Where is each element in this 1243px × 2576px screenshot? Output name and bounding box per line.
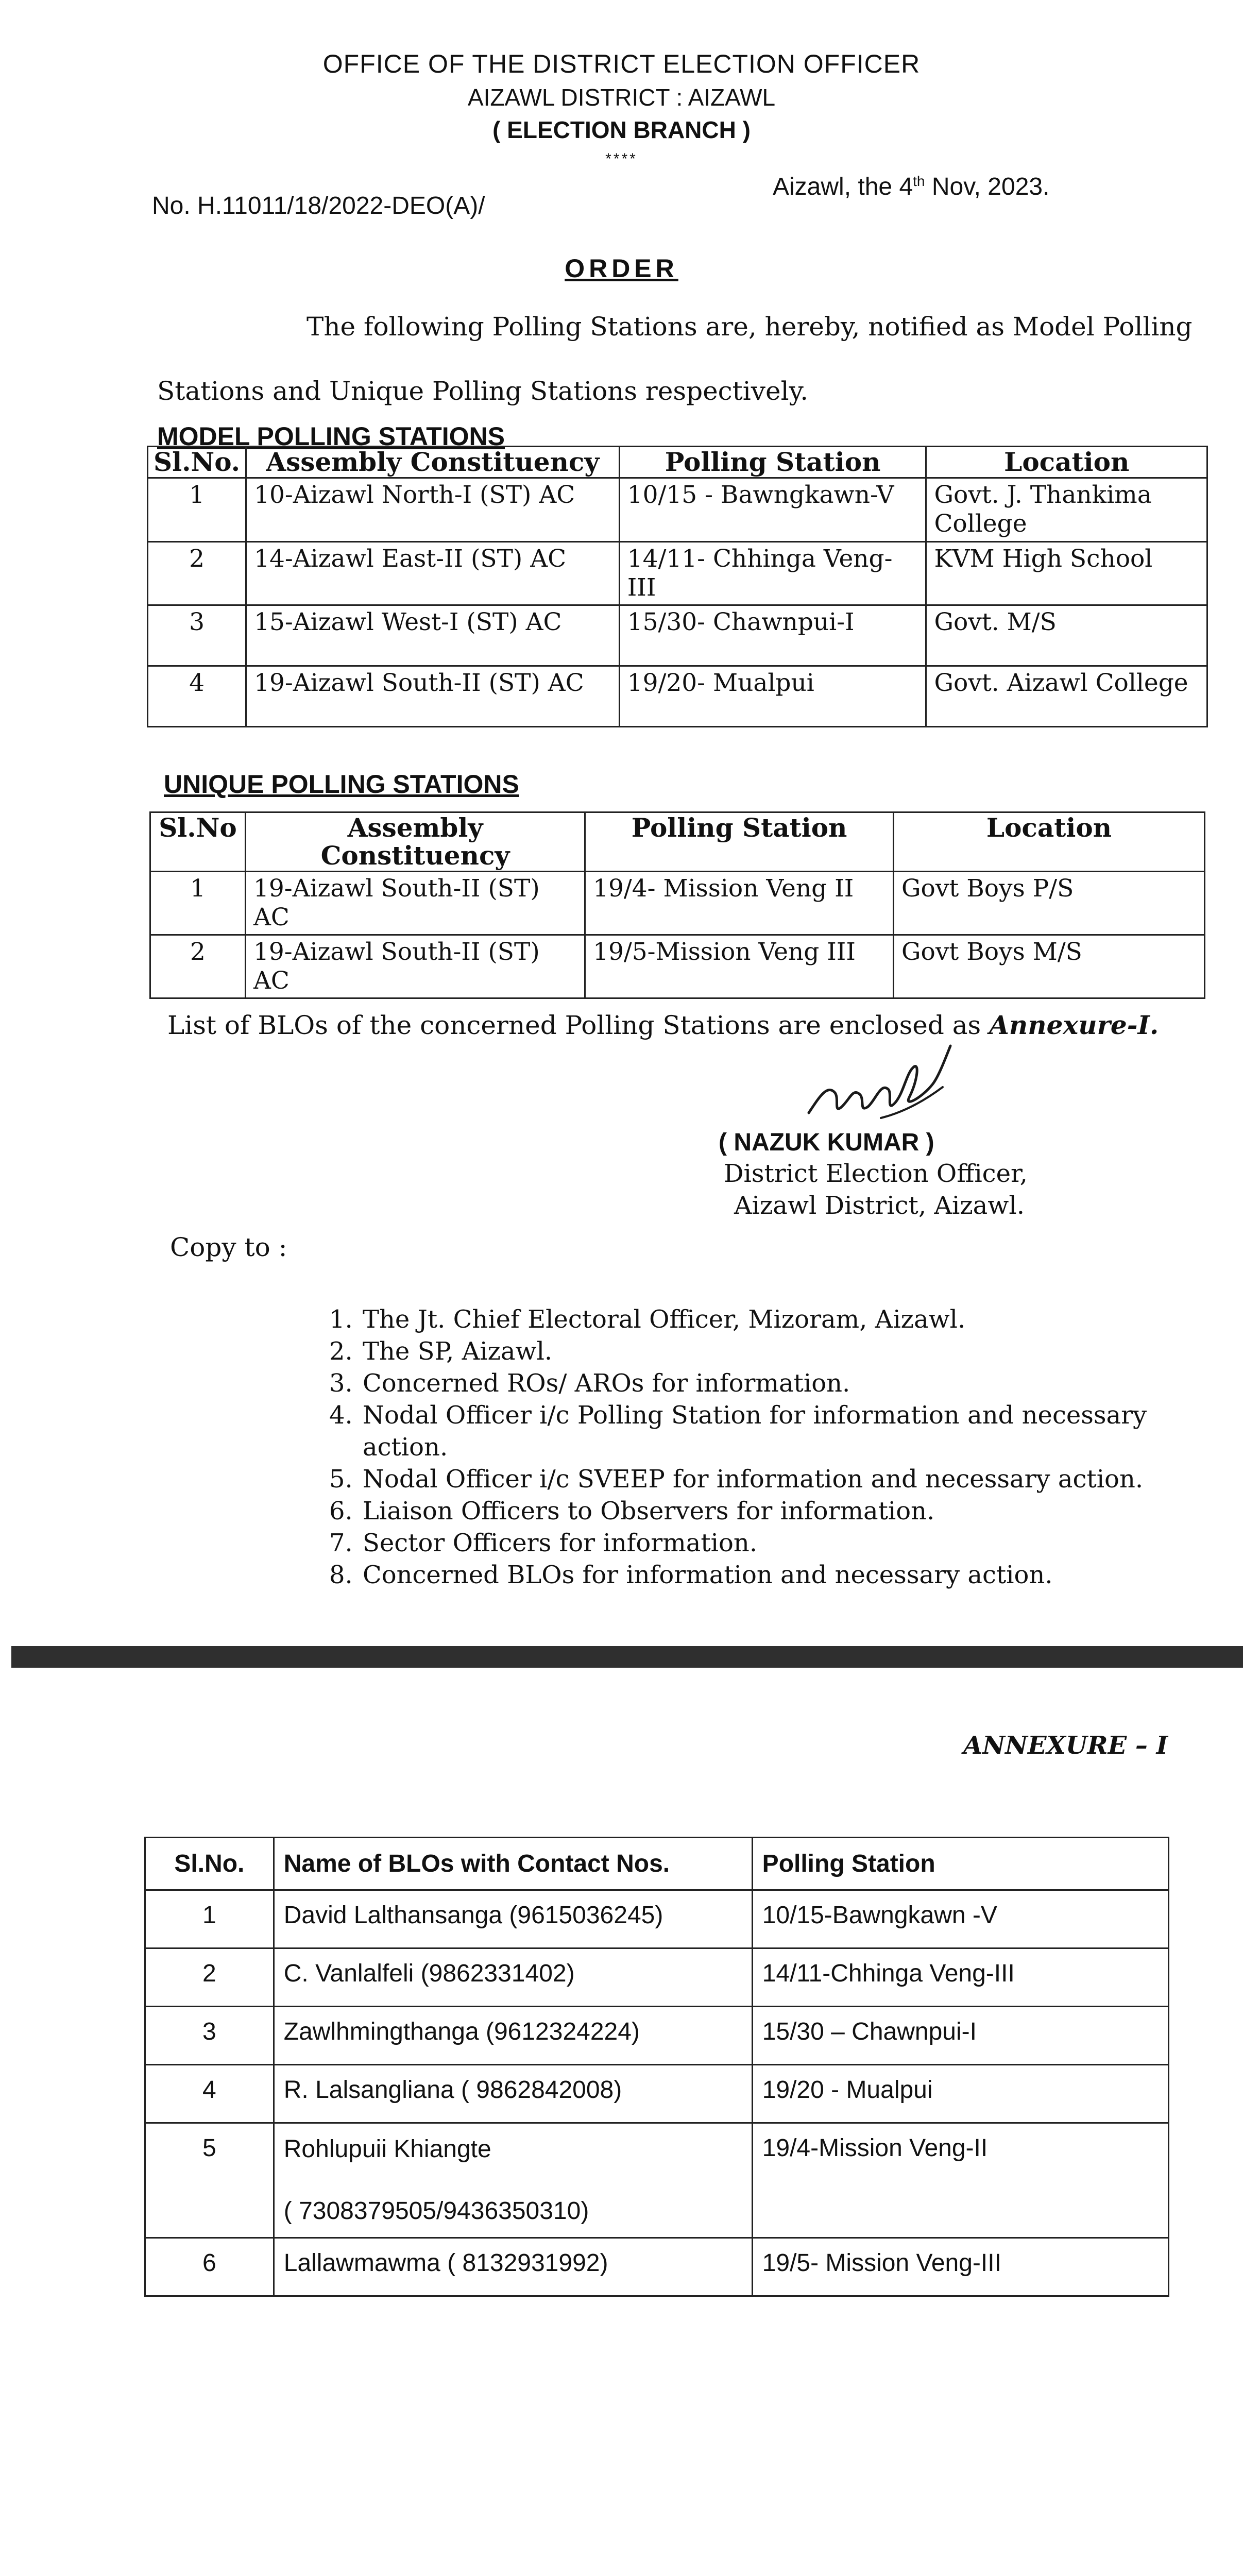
list-item: 8. Concerned BLOs for information and necessary action. (361, 1559, 1211, 1591)
cell-polling-station: 14/11-Chhinga Veng-III (752, 1948, 1168, 2007)
signatory-district: Aizawl District, Aizawl. (734, 1191, 1025, 1220)
cell-serial: 6 (145, 2238, 274, 2296)
column-header: Assembly Constituency (245, 812, 585, 872)
cell-polling-station: 15/30 – Chawnpui-I (752, 2007, 1168, 2065)
list-item: 7. Sector Officers for information. (361, 1527, 1211, 1559)
unique-stations-heading: UNIQUE POLLING STATIONS (164, 770, 519, 799)
cell-polling-station: 19/5- Mission Veng-III (752, 2238, 1168, 2296)
cell-location: Govt Boys M/S (893, 935, 1204, 998)
cell-polling-station: 10/15-Bawngkawn -V (752, 1890, 1168, 1948)
cell-polling-station: 19/4- Mission Veng II (585, 872, 894, 935)
handwritten-signature (804, 1036, 958, 1144)
unique-stations-table (149, 811, 1205, 999)
cell-blo-contact: C. Vanlalfeli (9862331402) (274, 1948, 752, 2007)
annexure-title: ANNEXURE – I (963, 1731, 1168, 1760)
order-title: ORDER (565, 254, 678, 283)
table-row (145, 2065, 1169, 2123)
copy-to-list (322, 1303, 1211, 1591)
page-divider (11, 1646, 1243, 1668)
cell-serial: 1 (148, 478, 246, 542)
column-header: Location (893, 812, 1204, 872)
column-header: Location (926, 447, 1207, 478)
cell-serial: 3 (148, 605, 246, 666)
table-header-row (150, 812, 1205, 872)
column-header: Name of BLOs with Contact Nos. (274, 1838, 752, 1890)
column-header: Sl.No (150, 812, 246, 872)
cell-polling-station: 19/4-Mission Veng-II (752, 2123, 1168, 2238)
table-header-row (145, 1838, 1169, 1890)
table-row (145, 2238, 1169, 2296)
intro-line-1: The following Polling Stations are, hereby, notified as Model Polling (307, 312, 1193, 342)
column-header: Sl.No. (148, 447, 246, 478)
list-item: 4. Nodal Officer i/c Polling Station for information and necessary action. (361, 1399, 1211, 1463)
intro-line-2: Stations and Unique Polling Stations respectively. (157, 376, 809, 406)
table-header-row (148, 447, 1207, 478)
cell-blo-contact: Rohlupuii Khiangte ( 7308379505/9436350310) (274, 2123, 752, 2238)
cell-serial: 4 (148, 666, 246, 727)
cell-location: Govt. J. Thankima College (926, 478, 1207, 542)
table-row (148, 605, 1207, 666)
copy-to-label: Copy to : (170, 1232, 287, 1262)
cell-serial: 3 (145, 2007, 274, 2065)
column-header: Sl.No. (145, 1838, 274, 1890)
cell-serial: 1 (145, 1890, 274, 1948)
table-row (145, 1890, 1169, 1948)
cell-constituency: 10-Aizawl North-I (ST) AC (246, 478, 620, 542)
table-row (145, 2123, 1169, 2238)
cell-serial: 2 (145, 1948, 274, 2007)
cell-serial: 1 (150, 872, 246, 935)
cell-location: KVM High School (926, 542, 1207, 605)
list-item: 5. Nodal Officer i/c SVEEP for information and necessary action. (361, 1463, 1211, 1495)
office-title: OFFICE OF THE DISTRICT ELECTION OFFICER (322, 49, 921, 78)
list-item: 3. Concerned ROs/ AROs for information. (361, 1367, 1211, 1399)
cell-constituency: 14-Aizawl East-II (ST) AC (246, 542, 620, 605)
cell-polling-station: 19/20 - Mualpui (752, 2065, 1168, 2123)
district-line: AIZAWL DISTRICT : AIZAWL (467, 84, 776, 111)
cell-constituency: 19-Aizawl South-II (ST) AC (245, 872, 585, 935)
table-row (150, 935, 1205, 998)
blo-list-note: List of BLOs of the concerned Polling Stations are enclosed as Annexure-I. (167, 1010, 1159, 1040)
annexure-table (144, 1837, 1169, 2297)
model-stations-heading: MODEL POLLING STATIONS (157, 422, 505, 451)
cell-constituency: 19-Aizawl South-II (ST) AC (246, 666, 620, 727)
cell-constituency: 19-Aizawl South-II (ST) AC (245, 935, 585, 998)
cell-blo-contact: R. Lalsangliana ( 9862842008) (274, 2065, 752, 2123)
cell-polling-station: 15/30- Chawnpui-I (619, 605, 926, 666)
column-header: Polling Station (585, 812, 894, 872)
reference-number: No. H.11011/18/2022-DEO(A)/ (152, 192, 485, 219)
cell-constituency: 15-Aizawl West-I (ST) AC (246, 605, 620, 666)
order-date: Aizawl, the 4th Nov, 2023. (773, 173, 1050, 200)
table-row (150, 872, 1205, 935)
cell-location: Govt Boys P/S (893, 872, 1204, 935)
table-row (148, 542, 1207, 605)
list-item: 6. Liaison Officers to Observers for information. (361, 1495, 1211, 1527)
cell-polling-station: 19/5-Mission Veng III (585, 935, 894, 998)
cell-location: Govt. Aizawl College (926, 666, 1207, 727)
cell-blo-contact: Zawlhmingthanga (9612324224) (274, 2007, 752, 2065)
column-header: Polling Station (619, 447, 926, 478)
cell-polling-station: 19/20- Mualpui (619, 666, 926, 727)
signatory-name: ( NAZUK KUMAR ) (719, 1129, 934, 1156)
table-row (148, 478, 1207, 542)
column-header: Polling Station (752, 1838, 1168, 1890)
table-row (148, 666, 1207, 727)
stars-ornament: **** (605, 150, 638, 167)
cell-blo-contact: Lallawmawma ( 8132931992) (274, 2238, 752, 2296)
list-item: 1. The Jt. Chief Electoral Officer, Mizoram, Aizawl. (361, 1303, 1211, 1335)
list-item: 2. The SP, Aizawl. (361, 1335, 1211, 1367)
model-stations-table (147, 446, 1208, 727)
cell-location: Govt. M/S (926, 605, 1207, 666)
cell-blo-contact: David Lalthansanga (9615036245) (274, 1890, 752, 1948)
table-row (145, 2007, 1169, 2065)
cell-serial: 4 (145, 2065, 274, 2123)
cell-serial: 2 (150, 935, 246, 998)
signatory-title: District Election Officer, (724, 1159, 1028, 1188)
cell-serial: 2 (148, 542, 246, 605)
branch-line: ( ELECTION BRANCH ) (492, 116, 751, 143)
cell-polling-station: 14/11- Chhinga Veng-III (619, 542, 926, 605)
table-row (145, 1948, 1169, 2007)
cell-polling-station: 10/15 - Bawngkawn-V (619, 478, 926, 542)
column-header: Assembly Constituency (246, 447, 620, 478)
cell-serial: 5 (145, 2123, 274, 2238)
